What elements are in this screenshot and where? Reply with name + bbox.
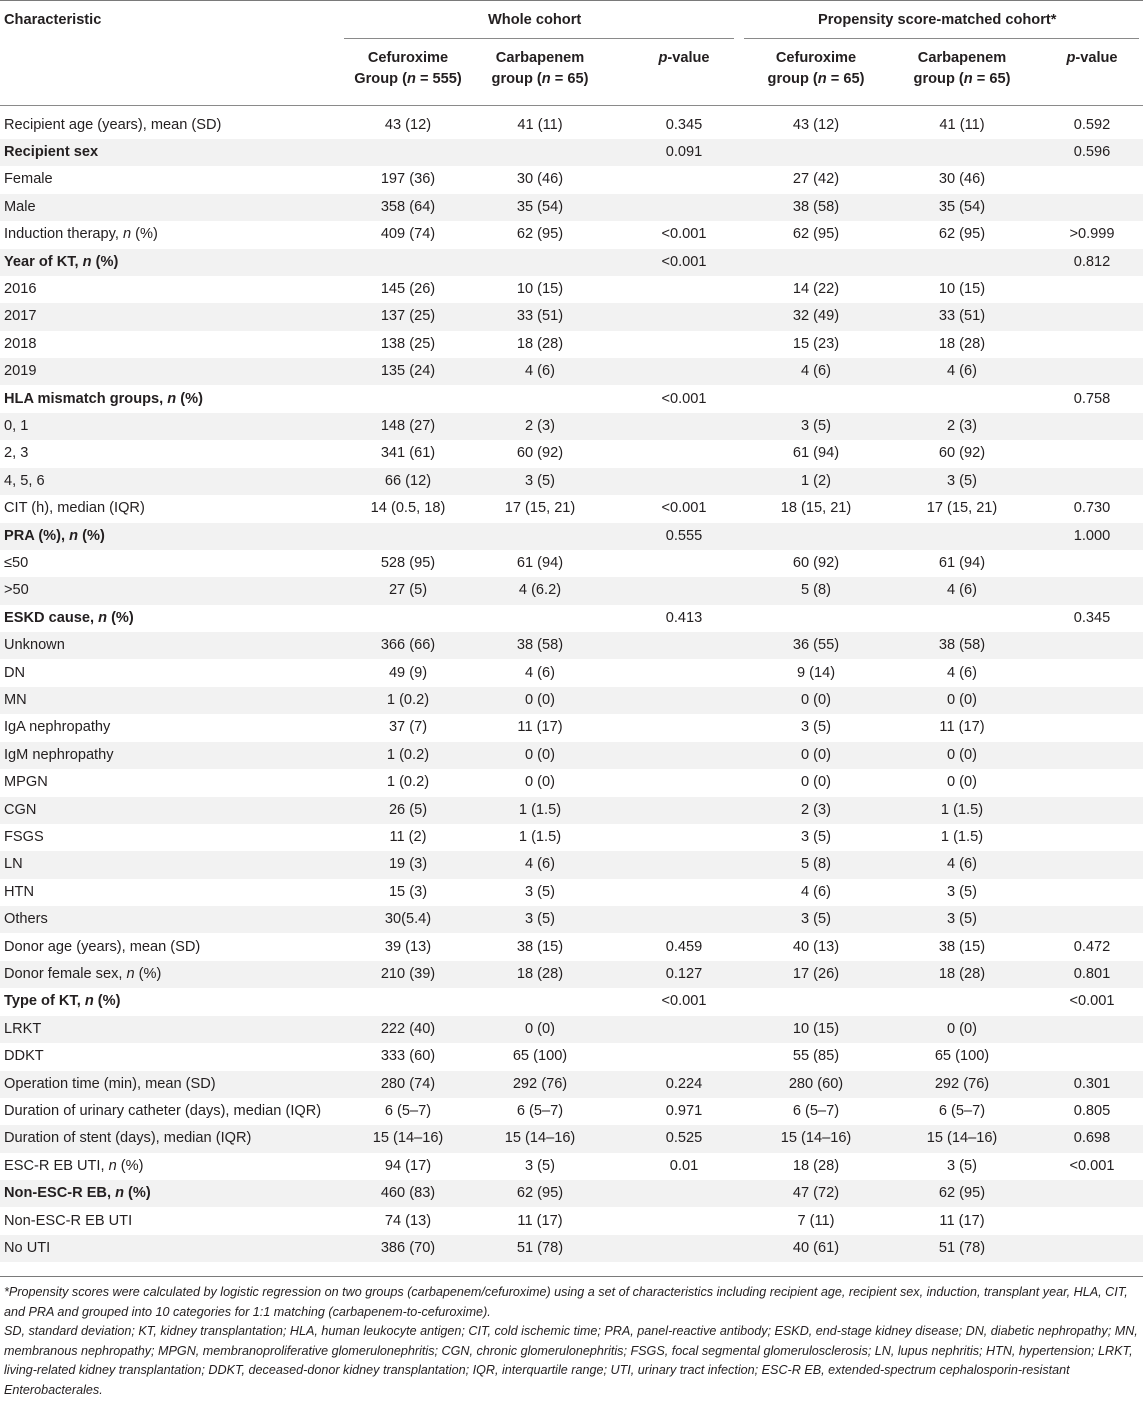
row-label: Others bbox=[4, 911, 48, 928]
row-label: Donor female sex, n (%) bbox=[4, 965, 162, 982]
table-cell: 4 (6) bbox=[946, 363, 977, 380]
table-cell: 26 (5) bbox=[388, 801, 428, 818]
table-cell: 43 (12) bbox=[792, 116, 840, 133]
table-cell: <0.001 bbox=[661, 500, 707, 517]
table-cell: 148 (27) bbox=[380, 417, 436, 434]
table-cell: 528 (95) bbox=[380, 554, 436, 571]
table-row bbox=[0, 495, 1143, 522]
table-cell: 292 (76) bbox=[934, 1075, 990, 1092]
table-row bbox=[0, 906, 1143, 933]
table-cell: 15 (23) bbox=[792, 335, 840, 352]
table-cell: 32 (49) bbox=[792, 308, 840, 325]
table-row bbox=[0, 742, 1143, 769]
table-cell: 62 (95) bbox=[938, 1185, 986, 1202]
table-cell: 145 (26) bbox=[380, 280, 436, 297]
table-cell: 0 (0) bbox=[800, 746, 831, 763]
table-cell: 10 (15) bbox=[938, 280, 986, 297]
table-cell: 3 (5) bbox=[524, 883, 555, 900]
table-cell: 27 (5) bbox=[388, 582, 428, 599]
table-cell: <0.001 bbox=[1069, 993, 1115, 1010]
table-cell: 49 (9) bbox=[388, 664, 428, 681]
row-label: 2017 bbox=[4, 308, 37, 325]
table-cell: 292 (76) bbox=[512, 1075, 568, 1092]
table-cell: 280 (60) bbox=[788, 1075, 844, 1092]
table-cell: 15 (14–16) bbox=[372, 1130, 444, 1147]
table-cell: 33 (51) bbox=[938, 308, 986, 325]
table-row bbox=[0, 166, 1143, 193]
table-row bbox=[0, 687, 1143, 714]
whole-cohort-underline bbox=[344, 38, 734, 39]
table-cell: 47 (72) bbox=[792, 1185, 840, 1202]
table-cell: 17 (15, 21) bbox=[926, 500, 998, 517]
row-label: MPGN bbox=[4, 774, 48, 791]
row-label: LN bbox=[4, 856, 23, 873]
table-row bbox=[0, 112, 1143, 139]
table-cell: 0.596 bbox=[1073, 143, 1111, 160]
table-cell: <0.001 bbox=[661, 226, 707, 243]
table-cell: 19 (3) bbox=[388, 856, 428, 873]
table-cell: 4 (6) bbox=[946, 664, 977, 681]
table-cell: 386 (70) bbox=[380, 1239, 436, 1256]
table-row bbox=[0, 797, 1143, 824]
table-row bbox=[0, 824, 1143, 851]
table-cell: 55 (85) bbox=[792, 1048, 840, 1065]
table-cell: 4 (6) bbox=[800, 883, 831, 900]
table-cell: 0.345 bbox=[665, 116, 703, 133]
table-top-rule bbox=[0, 0, 1143, 1]
table-cell: 38 (58) bbox=[516, 637, 564, 654]
row-label: ≤50 bbox=[4, 554, 29, 571]
table-cell: 3 (5) bbox=[524, 1157, 555, 1174]
table-cell: 40 (13) bbox=[792, 938, 840, 955]
table-cell: 62 (95) bbox=[516, 226, 564, 243]
table-footnotes bbox=[4, 1283, 1139, 1400]
table-row bbox=[0, 851, 1143, 878]
row-label: Operation time (min), mean (SD) bbox=[4, 1075, 216, 1092]
table-cell: 0 (0) bbox=[524, 1020, 555, 1037]
table-cell: 4 (6) bbox=[800, 363, 831, 380]
table-cell: <0.001 bbox=[661, 390, 707, 407]
table-cell: 11 (17) bbox=[939, 719, 985, 736]
table-cell: 65 (100) bbox=[512, 1048, 568, 1065]
row-label: ESC-R EB UTI, n (%) bbox=[4, 1157, 144, 1174]
table-cell: 0.801 bbox=[1073, 965, 1111, 982]
table-cell: 3 (5) bbox=[800, 719, 831, 736]
table-cell: 0.459 bbox=[665, 938, 703, 955]
table-cell: 30 (46) bbox=[516, 171, 564, 188]
row-label: >50 bbox=[4, 582, 29, 599]
table-cell: 0.805 bbox=[1073, 1102, 1111, 1119]
row-label: Female bbox=[4, 171, 53, 188]
table-cell: 2 (3) bbox=[524, 417, 555, 434]
table-cell: 0.224 bbox=[665, 1075, 703, 1092]
table-cell: 3 (5) bbox=[524, 472, 555, 489]
table-cell: 61 (94) bbox=[792, 445, 840, 462]
table-row bbox=[0, 1153, 1143, 1180]
table-row bbox=[0, 331, 1143, 358]
table-cell: 40 (61) bbox=[792, 1239, 840, 1256]
table-row bbox=[0, 961, 1143, 988]
table-row bbox=[0, 1235, 1143, 1262]
row-label: Recipient sex bbox=[4, 143, 99, 160]
table-cell: 0.812 bbox=[1073, 253, 1111, 270]
row-label: IgM nephropathy bbox=[4, 746, 114, 763]
table-cell: 62 (95) bbox=[938, 226, 986, 243]
row-label: 0, 1 bbox=[4, 417, 29, 434]
table-cell: 0.730 bbox=[1073, 500, 1111, 517]
table-row bbox=[0, 1180, 1143, 1207]
table-row bbox=[0, 769, 1143, 796]
table-row bbox=[0, 1125, 1143, 1152]
table-cell: >0.999 bbox=[1069, 226, 1115, 243]
table-cell: 6 (5–7) bbox=[938, 1102, 986, 1119]
table-cell: 38 (15) bbox=[516, 938, 564, 955]
table-cell: 3 (5) bbox=[524, 911, 555, 928]
table-cell: 2 (3) bbox=[946, 417, 977, 434]
table-cell: 18 (28) bbox=[792, 1157, 840, 1174]
row-label: HTN bbox=[4, 883, 34, 900]
table-row bbox=[0, 440, 1143, 467]
footnote-propensity: *Propensity scores were calculated by logistic regression on two groups (carbapenem/cefuroxime) using a set of characteristics including recipient age, recipient sex, induction, transplant year, HLA, CIT, and PRA and grouped into 10 categories for 1:1 matching (carbapenem-to-cefuroxime). bbox=[4, 1285, 1128, 1319]
table-cell: 74 (13) bbox=[384, 1212, 432, 1229]
table-cell: 15 (14–16) bbox=[780, 1130, 852, 1147]
table-row bbox=[0, 194, 1143, 221]
table-cell: 30(5.4) bbox=[384, 911, 432, 928]
table-row bbox=[0, 523, 1143, 550]
table-row bbox=[0, 988, 1143, 1015]
table-cell: 0 (0) bbox=[524, 774, 555, 791]
table-cell: 1 (1.5) bbox=[518, 801, 562, 818]
column-header-2: Carbapenem group (n = 65) bbox=[491, 50, 589, 87]
table-cell: 17 (26) bbox=[792, 965, 840, 982]
table-cell: 27 (42) bbox=[792, 171, 840, 188]
row-label: ESKD cause, n (%) bbox=[4, 609, 134, 626]
row-label: Non-ESC-R EB UTI bbox=[4, 1212, 133, 1229]
header-characteristic: Characteristic bbox=[4, 12, 102, 28]
table-cell: 61 (94) bbox=[938, 554, 986, 571]
row-label: FSGS bbox=[4, 828, 44, 845]
table-row bbox=[0, 1043, 1143, 1070]
table-cell: 7 (11) bbox=[797, 1212, 835, 1229]
table-cell: 35 (54) bbox=[938, 198, 986, 215]
table-row bbox=[0, 660, 1143, 687]
table-cell: 1.000 bbox=[1073, 527, 1111, 544]
table-cell: 14 (22) bbox=[792, 280, 840, 297]
table-bottom-rule bbox=[0, 1276, 1143, 1277]
table-cell: 0.555 bbox=[665, 527, 703, 544]
row-label: Duration of stent (days), median (IQR) bbox=[4, 1130, 252, 1147]
table-cell: 11 (17) bbox=[517, 1212, 563, 1229]
table-cell: 0 (0) bbox=[524, 691, 555, 708]
table-cell: 4 (6) bbox=[524, 856, 555, 873]
table-cell: 1 (0.2) bbox=[386, 691, 430, 708]
table-cell: 60 (92) bbox=[792, 554, 840, 571]
table-cell: 4 (6) bbox=[946, 856, 977, 873]
column-header-5: Carbapenem group (n = 65) bbox=[913, 50, 1011, 87]
table-cell: 65 (100) bbox=[934, 1048, 990, 1065]
table-cell: 18 (28) bbox=[938, 965, 986, 982]
table-cell: 0.525 bbox=[665, 1130, 703, 1147]
table-cell: 135 (24) bbox=[380, 363, 436, 380]
table-cell: 1 (1.5) bbox=[940, 828, 984, 845]
row-label: CGN bbox=[4, 801, 37, 818]
row-label: Year of KT, n (%) bbox=[4, 253, 119, 270]
table-cell: 1 (0.2) bbox=[386, 746, 430, 763]
table-cell: 0.592 bbox=[1073, 116, 1111, 133]
table-cell: 35 (54) bbox=[516, 198, 564, 215]
row-label: 2, 3 bbox=[4, 445, 29, 462]
table-cell: 38 (15) bbox=[938, 938, 986, 955]
table-cell: 14 (0.5, 18) bbox=[370, 500, 446, 517]
row-label: No UTI bbox=[4, 1239, 51, 1256]
column-header-6: p-value bbox=[1066, 50, 1118, 66]
table-row bbox=[0, 934, 1143, 961]
table-cell: 0.413 bbox=[665, 609, 703, 626]
table-cell: 17 (15, 21) bbox=[504, 500, 576, 517]
table-row bbox=[0, 139, 1143, 166]
table-cell: 11 (17) bbox=[939, 1212, 985, 1229]
table-cell: 0 (0) bbox=[800, 774, 831, 791]
table-row bbox=[0, 413, 1143, 440]
table-row bbox=[0, 714, 1143, 741]
table-cell: 0 (0) bbox=[946, 774, 977, 791]
row-label: 2019 bbox=[4, 363, 37, 380]
table-cell: 11 (17) bbox=[517, 719, 563, 736]
table-cell: 4 (6) bbox=[524, 664, 555, 681]
table-cell: 3 (5) bbox=[946, 1157, 977, 1174]
table-cell: 1 (1.5) bbox=[518, 828, 562, 845]
row-label: LRKT bbox=[4, 1020, 42, 1037]
column-header-1: Cefuroxime Group (n = 555) bbox=[354, 50, 462, 87]
row-label: 2016 bbox=[4, 280, 37, 297]
table-cell: 222 (40) bbox=[380, 1020, 436, 1037]
table-cell: 15 (14–16) bbox=[926, 1130, 998, 1147]
table-cell: <0.001 bbox=[661, 253, 707, 270]
table-cell: 0.971 bbox=[665, 1102, 703, 1119]
table-cell: 460 (83) bbox=[380, 1185, 436, 1202]
table-row bbox=[0, 879, 1143, 906]
table-cell: 4 (6) bbox=[524, 363, 555, 380]
table-cell: 10 (15) bbox=[792, 1020, 840, 1037]
table-cell: 3 (5) bbox=[946, 472, 977, 489]
table-cell: 4 (6.2) bbox=[518, 582, 562, 599]
row-label: Duration of urinary catheter (days), median (IQR) bbox=[4, 1102, 322, 1119]
table-cell: 0 (0) bbox=[946, 691, 977, 708]
table-cell: 358 (64) bbox=[380, 198, 436, 215]
table-cell: 30 (46) bbox=[938, 171, 986, 188]
row-label: Donor age (years), mean (SD) bbox=[4, 938, 201, 955]
row-label: Unknown bbox=[4, 637, 65, 654]
table-cell: 1 (2) bbox=[800, 472, 831, 489]
table-cell: 18 (28) bbox=[938, 335, 986, 352]
table-row bbox=[0, 550, 1143, 577]
table-cell: 66 (12) bbox=[384, 472, 432, 489]
table-cell: 18 (28) bbox=[516, 965, 564, 982]
table-cell: 37 (7) bbox=[388, 719, 428, 736]
table-cell: 0.091 bbox=[665, 143, 703, 160]
table-cell: 38 (58) bbox=[792, 198, 840, 215]
row-label: Induction therapy, n (%) bbox=[4, 226, 158, 243]
row-label: Recipient age (years), mean (SD) bbox=[4, 116, 222, 133]
table-cell: 51 (78) bbox=[516, 1239, 564, 1256]
table-row bbox=[0, 386, 1143, 413]
table-row bbox=[0, 358, 1143, 385]
row-label: 2018 bbox=[4, 335, 37, 352]
table-cell: 341 (61) bbox=[380, 445, 436, 462]
table-row bbox=[0, 276, 1143, 303]
table-cell: 0.301 bbox=[1073, 1075, 1111, 1092]
table-cell: 60 (92) bbox=[516, 445, 564, 462]
table-cell: 6 (5–7) bbox=[516, 1102, 564, 1119]
table-cell: 61 (94) bbox=[516, 554, 564, 571]
table-cell: 0.01 bbox=[669, 1157, 699, 1174]
table-cell: 4 (6) bbox=[946, 582, 977, 599]
table-row bbox=[0, 1208, 1143, 1235]
footnote-abbreviations: SD, standard deviation; KT, kidney transplantation; HLA, human leukocyte antigen; CIT, cold ischemic time; PRA, panel-reactive antibody; ESKD, end-stage kidney disease; DN, diabetic nephropathy; MN, membranous nephropathy; MPGN, membranoproliferative glomerulonephritis; CGN, chronic glomerulonephritis; FSGS, focal segmental glomerulosclerosis; LN, lupus nephritis; HTN, hypertension; LRKT, living-related kidney transplantation; DDKT, deceased-donor kidney transplantation; IQR, interquartile range; UTI, urinary tract infection; ESC-R EB, extended-spectrum cephalosporin-resistant Enterobacterales. bbox=[4, 1324, 1138, 1397]
table-cell: 15 (3) bbox=[388, 883, 428, 900]
row-label: DDKT bbox=[4, 1048, 44, 1065]
header-whole-cohort: Whole cohort bbox=[488, 12, 582, 28]
table-row bbox=[0, 221, 1143, 248]
table-cell: 60 (92) bbox=[938, 445, 986, 462]
table-cell: 0 (0) bbox=[800, 691, 831, 708]
table-cell: 333 (60) bbox=[380, 1048, 436, 1065]
table-cell: <0.001 bbox=[661, 993, 707, 1010]
table-cell: 18 (28) bbox=[516, 335, 564, 352]
header-matched-cohort: Propensity score-matched cohort* bbox=[818, 12, 1057, 28]
table-row bbox=[0, 303, 1143, 330]
table-cell: 5 (8) bbox=[800, 582, 831, 599]
table-cell: 409 (74) bbox=[380, 226, 436, 243]
table-cell: 1 (1.5) bbox=[940, 801, 984, 818]
table-cell: 3 (5) bbox=[800, 911, 831, 928]
row-label: IgA nephropathy bbox=[4, 719, 111, 736]
table-row bbox=[0, 577, 1143, 604]
table-row bbox=[0, 1016, 1143, 1043]
table-cell: 94 (17) bbox=[384, 1157, 432, 1174]
row-label: CIT (h), median (IQR) bbox=[4, 500, 145, 517]
table-cell: 0 (0) bbox=[524, 746, 555, 763]
row-label: 4, 5, 6 bbox=[4, 472, 45, 489]
header-bottom-rule bbox=[0, 105, 1143, 106]
table-cell: 10 (15) bbox=[516, 280, 564, 297]
table-cell: 6 (5–7) bbox=[792, 1102, 840, 1119]
table-cell: 138 (25) bbox=[380, 335, 436, 352]
table-cell: 366 (66) bbox=[380, 637, 436, 654]
table-cell: 36 (55) bbox=[792, 637, 840, 654]
row-label: Non-ESC-R EB, n (%) bbox=[4, 1185, 151, 1202]
table-cell: 43 (12) bbox=[384, 116, 432, 133]
table-cell: 280 (74) bbox=[380, 1075, 436, 1092]
table-cell: 2 (3) bbox=[800, 801, 831, 818]
table-cell: 0.758 bbox=[1073, 390, 1111, 407]
table-row bbox=[0, 632, 1143, 659]
table-cell: 3 (5) bbox=[800, 828, 831, 845]
row-label: DN bbox=[4, 664, 26, 681]
table-row bbox=[0, 1071, 1143, 1098]
table-cell: 51 (78) bbox=[938, 1239, 986, 1256]
table-cell: 39 (13) bbox=[384, 938, 432, 955]
table-cell: 33 (51) bbox=[516, 308, 564, 325]
table-cell: 137 (25) bbox=[380, 308, 436, 325]
table-cell: 3 (5) bbox=[946, 883, 977, 900]
table-cell: 41 (11) bbox=[517, 116, 563, 133]
table-row bbox=[0, 605, 1143, 632]
table-cell: 41 (11) bbox=[939, 116, 985, 133]
table-cell: 0 (0) bbox=[946, 1020, 977, 1037]
table-cell: 0.698 bbox=[1073, 1130, 1111, 1147]
table-row bbox=[0, 1098, 1143, 1125]
table-cell: 210 (39) bbox=[380, 965, 436, 982]
row-label: Type of KT, n (%) bbox=[4, 993, 121, 1010]
table-cell: 197 (36) bbox=[380, 171, 436, 188]
table-cell: 3 (5) bbox=[800, 417, 831, 434]
row-label: PRA (%), n (%) bbox=[4, 527, 105, 544]
table-cell: 15 (14–16) bbox=[504, 1130, 576, 1147]
table-row bbox=[0, 468, 1143, 495]
table-cell: 0.345 bbox=[1073, 609, 1111, 626]
table-cell: 38 (58) bbox=[938, 637, 986, 654]
table-cell: 11 (2) bbox=[389, 828, 427, 845]
table-cell: 18 (15, 21) bbox=[780, 500, 852, 517]
table-cell: 62 (95) bbox=[792, 226, 840, 243]
table-cell: <0.001 bbox=[1069, 1157, 1115, 1174]
table-cell: 62 (95) bbox=[516, 1185, 564, 1202]
table-cell: 3 (5) bbox=[946, 911, 977, 928]
matched-cohort-underline bbox=[744, 38, 1139, 39]
column-header-3: p-value bbox=[658, 50, 710, 66]
row-label: MN bbox=[4, 691, 27, 708]
table-cell: 0.472 bbox=[1073, 938, 1111, 955]
table-row bbox=[0, 249, 1143, 276]
table-cell: 0.127 bbox=[665, 965, 703, 982]
table-cell: 0 (0) bbox=[946, 746, 977, 763]
column-header-4: Cefuroxime group (n = 65) bbox=[767, 50, 865, 87]
table-cell: 5 (8) bbox=[800, 856, 831, 873]
row-label: HLA mismatch groups, n (%) bbox=[4, 390, 203, 407]
table-cell: 1 (0.2) bbox=[386, 774, 430, 791]
table-cell: 9 (14) bbox=[796, 664, 836, 681]
row-label: Male bbox=[4, 198, 36, 215]
table-cell: 6 (5–7) bbox=[384, 1102, 432, 1119]
